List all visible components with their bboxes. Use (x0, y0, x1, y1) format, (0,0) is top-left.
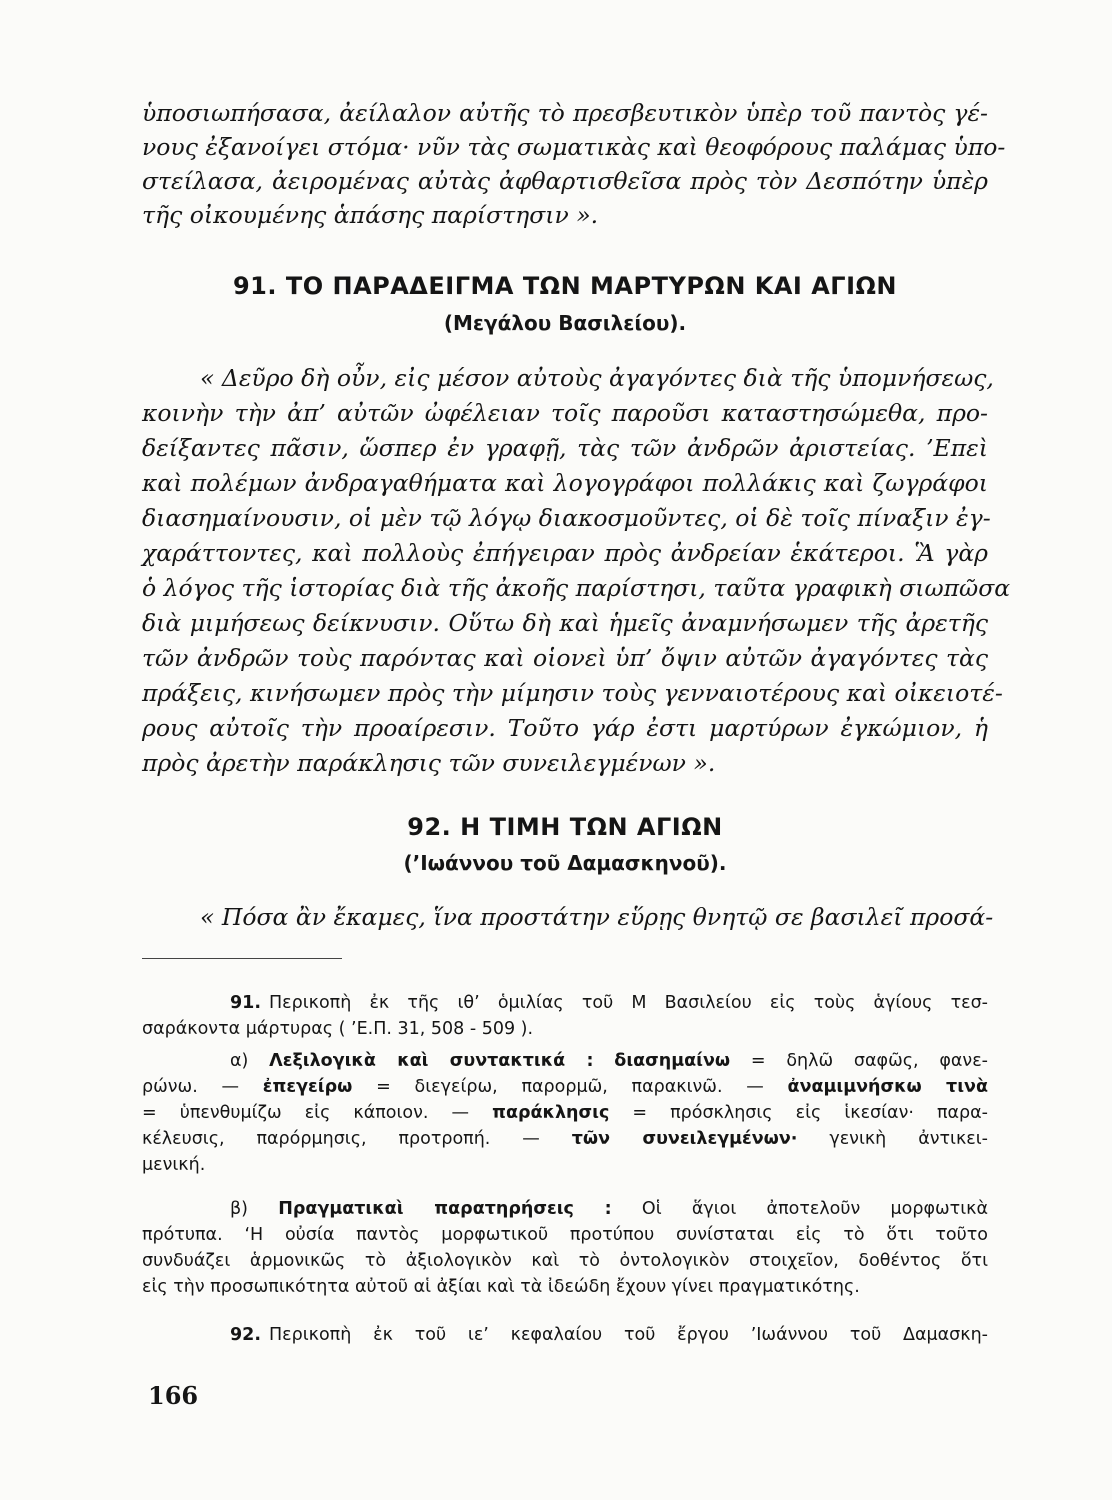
glossary-definition: = πρόσκλησις εἰς ἱκεσίαν· παρα- (632, 1103, 988, 1123)
glossary-definition: κέλευσις, παρόρμησις, προτροπή. — (142, 1129, 540, 1149)
footnote-91b-line (230, 1196, 988, 1222)
glossary-definition: = δηλῶ σαφῶς, φανε- (750, 1051, 988, 1071)
glossary-definition: = ὑπενθυμίζω εἰς κάποιον. — (142, 1103, 470, 1123)
note-text: Οἱ ἅγιοι ἀποτελοῦν μορφωτικὰ (641, 1199, 988, 1219)
section-92-heading: 92. Η ΤΙΜΗ ΤΩΝ ΑΓΙΩΝ (407, 813, 723, 841)
glossary-definition: γενικὴ ἀντικει- (829, 1129, 988, 1149)
glossary-term: διασημαίνω (614, 1051, 731, 1071)
footnote-91a-line (142, 1126, 988, 1152)
continuation-line: στείλασα, ἀειρομένας αὐτὰς ἀφθαρτισθεῖσα πρὸς τὸν Δεσπότην ὑπὲρ (142, 167, 988, 195)
glossary-term: παράκλησις (492, 1103, 610, 1123)
footnote-92-line (230, 1322, 988, 1348)
footnote-91a-line (230, 1048, 988, 1074)
section-91-line: διὰ μιμήσεως δείκνυσιν. Οὕτω δὴ καὶ ἡμεῖς ἀναμνήσωμεν τῆς ἀρετῆς (142, 609, 988, 637)
section-92-source: (’Ιωάννου τοῦ Δαμασκηνοῦ). (403, 851, 727, 875)
note-heading: Πραγματικαὶ παρατηρήσεις : (278, 1199, 612, 1219)
section-91-line: χαράττοντες, καὶ πολλοὺς ἐπήγειραν πρὸς ἀνδρείαν ἑκάτεροι. Ἃ γὰρ (142, 539, 988, 567)
section-91-line: « Δεῦρο δὴ οὖν, εἰς μέσον αὐτοὺς ἀγαγόντες διὰ τῆς ὑπομνήσεως, (200, 364, 994, 392)
footnote-text: Περικοπὴ ἐκ τοῦ ιε’ κεφαλαίου τοῦ ἔργου ’Ιωάννου τοῦ Δαμασκη- (269, 1325, 988, 1345)
section-91-line: πρὸς ἀρετὴν παράκλησις τῶν συνειλεγμένων ». (142, 749, 716, 777)
section-92-line: « Πόσα ἂν ἔκαμες, ἵνα προστάτην εὕρῃς θνητῷ σε βασιλεῖ προσά- (200, 903, 994, 931)
page-number: 166 (148, 1381, 199, 1410)
footnote-91a-line: μενική. (142, 1155, 206, 1175)
footnote-number: 91. (230, 993, 262, 1013)
section-91-source: (Μεγάλου Βασιλείου). (443, 311, 687, 335)
footnote-91-line: σαράκοντα μάρτυρας ( ’Ε.Π. 31, 508 - 509 ). (142, 1019, 534, 1039)
continuation-line: τῆς οἰκουμένης ἁπάσης παρίστησιν ». (142, 201, 599, 229)
glossary-term: τῶν συνειλεγμένων· (571, 1129, 798, 1149)
note-heading: Λεξιλογικὰ καὶ συντακτικά : (269, 1051, 594, 1071)
footnote-91b-line: εἰς τὴν προσωπικότητα αὐτοῦ αἱ ἀξίαι καὶ τὰ ἰδεώδη ἔχουν γίνει πραγματικότης. (142, 1277, 860, 1297)
section-91-line: πράξεις, κινήσωμεν πρὸς τὴν μίμησιν τοὺς γενναιοτέρους καὶ οἰκειοτέ- (142, 679, 1003, 707)
glossary-term: ἐπεγείρω (262, 1077, 353, 1097)
glossary-definition: = διεγείρω, παρορμῶ, παρακινῶ. — (376, 1077, 764, 1097)
section-91-line: καὶ πολέμων ἀνδραγαθήματα καὶ λογογράφοι πολλάκις καὶ ζωγράφοι (142, 469, 988, 497)
section-91-line: ὁ λόγος τῆς ἱστορίας διὰ τῆς ἀκοῆς παρίστησι, ταῦτα γραφικὴ σιωπῶσα (142, 574, 1011, 602)
section-91-line: δείξαντες πᾶσιν, ὥσπερ ἐν γραφῇ, τὰς τῶν ἀνδρῶν ἀριστείας. ’Επεὶ (142, 434, 988, 462)
footnote-divider (142, 958, 342, 959)
glossary-term: ἀναμιμνήσκω τινὰ (787, 1077, 988, 1097)
note-label: α) (230, 1051, 249, 1071)
footnote-91-line (230, 990, 988, 1016)
continuation-line: ὑποσιωπήσασα, ἀείλαλον αὐτῆς τὸ πρεσβευτικὸν ὑπὲρ τοῦ παντὸς γέ- (142, 99, 988, 127)
note-label: β) (230, 1199, 248, 1219)
footnote-91a-line (142, 1074, 988, 1100)
section-91-heading: 91. ΤΟ ΠΑΡΑΔΕΙΓΜΑ ΤΩΝ ΜΑΡΤΥΡΩΝ ΚΑΙ ΑΓΙΩΝ (232, 272, 897, 300)
section-91-line: ρους αὐτοῖς τὴν προαίρεσιν. Τοῦτο γάρ ἐστι μαρτύρων ἐγκώμιον, ἡ (142, 714, 988, 742)
continuation-line: νους ἐξανοίγει στόμα· νῦν τὰς σωματικὰς καὶ θεοφόρους παλάμας ὑπο- (142, 133, 1006, 161)
section-91-line: τῶν ἀνδρῶν τοὺς παρόντας καὶ οἱονεὶ ὑπ’ ὄψιν αὐτῶν ἀγαγόντες τὰς (142, 644, 988, 672)
footnote-91a-line (142, 1100, 988, 1126)
footnote-91b-line: συνδυάζει ἁρμονικῶς τὸ ἀξιολογικὸν καὶ τὸ ὀντολογικὸν στοιχεῖον, δοθέντος ὅτι (142, 1251, 988, 1271)
glossary-definition: ρώνω. — (142, 1077, 240, 1097)
section-91-line: διασημαίνουσιν, οἱ μὲν τῷ λόγῳ διακοσμοῦντες, οἱ δὲ τοῖς πίναξιν ἐγ- (142, 504, 991, 532)
footnote-91b-line: πρότυπα. ‘Η οὐσία παντὸς μορφωτικοῦ προτύπου συνίσταται εἰς τὸ ὅτι τοῦτο (142, 1225, 988, 1245)
section-91-line: κοινὴν τὴν ἀπ’ αὐτῶν ὠφέλειαν τοῖς παροῦσι καταστησώμεθα, προ- (142, 399, 988, 427)
footnote-text: Περικοπὴ ἐκ τῆς ιθ’ ὁμιλίας τοῦ Μ Βασιλείου εἰς τοὺς ἁγίους τεσ- (269, 993, 988, 1013)
footnote-number: 92. (230, 1325, 262, 1345)
